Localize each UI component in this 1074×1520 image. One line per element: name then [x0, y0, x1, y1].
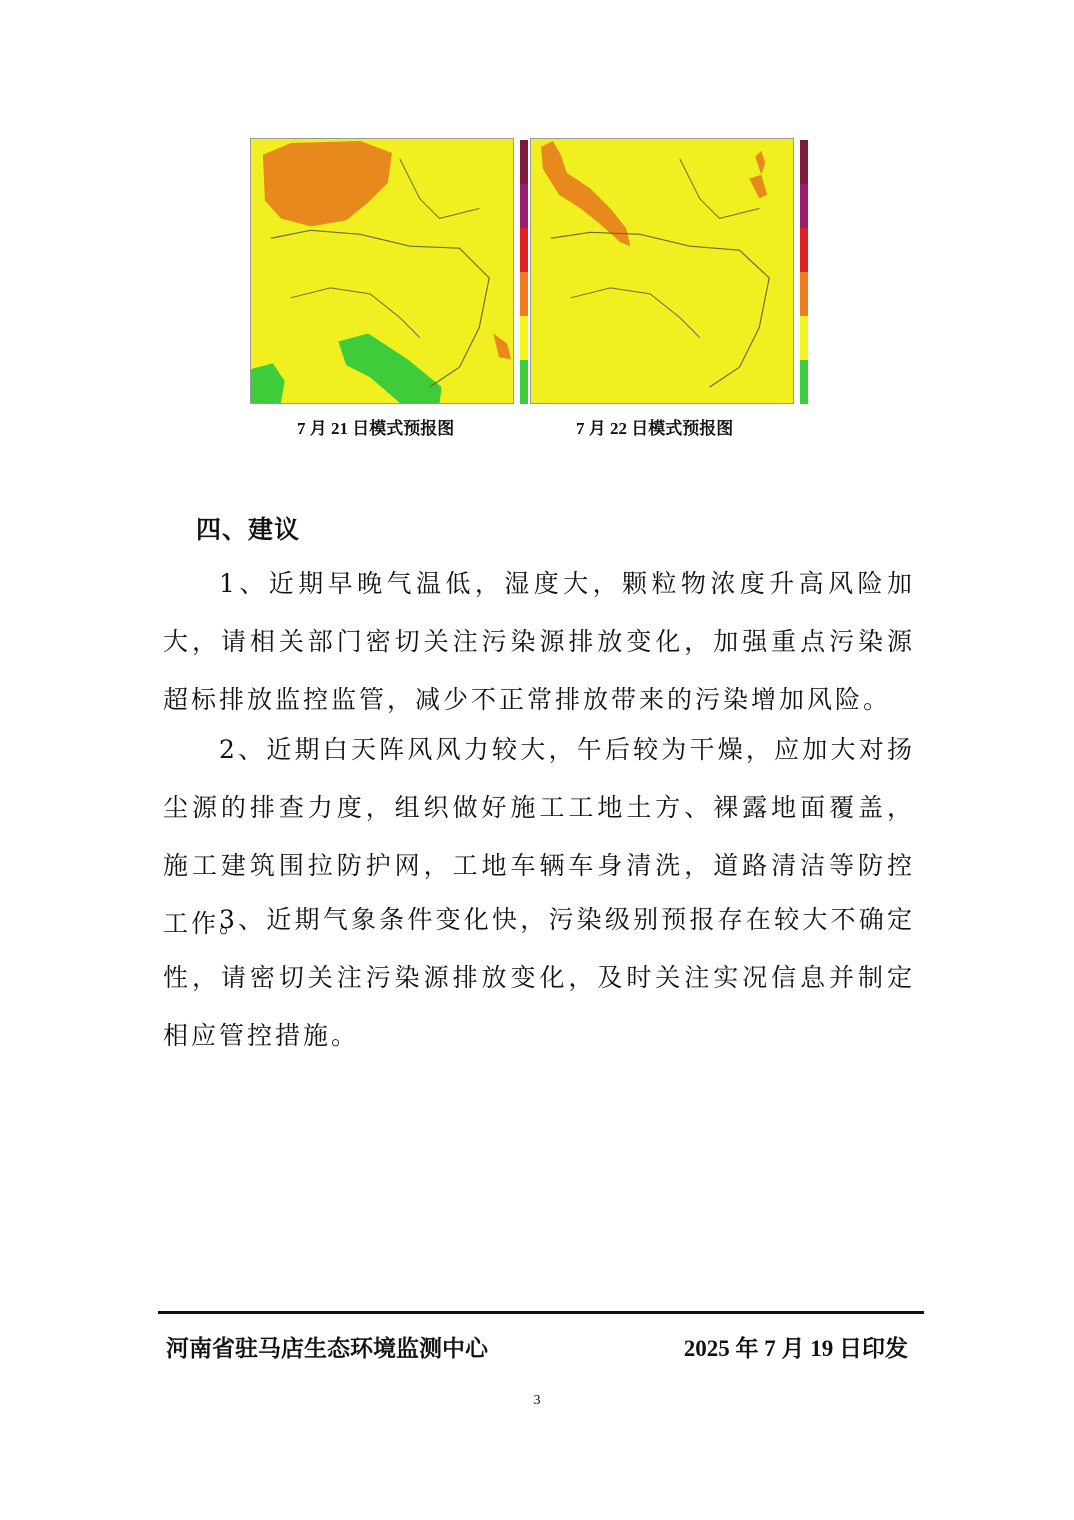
section-title: 四、建议 [196, 515, 301, 544]
legend-swatch [520, 184, 528, 228]
issuing-organization: 河南省驻马店生态环境监测中心 [166, 1335, 488, 1362]
recommendation-paragraph-2: 2、近期白天阵风风力较大，午后较为干燥，应加大对扬尘源的排查力度，组织做好施工工地土方、裸露地面覆盖，施工建筑围拉防护网，工地车辆车身清洗，道路清洁等防控工作。 [163, 735, 915, 938]
legend-swatch [800, 228, 808, 272]
figure-caption-jul21: 7 月 21 日模式预报图 [297, 419, 455, 438]
forecast-map-jul21 [250, 138, 514, 404]
legend-swatch [800, 360, 808, 404]
footer-divider [158, 1311, 924, 1314]
color-legend [800, 140, 808, 404]
color-legend [520, 140, 528, 404]
legend-swatch [800, 316, 808, 360]
legend-swatch [520, 228, 528, 272]
legend-swatch [520, 272, 528, 316]
issue-date: 2025 年 7 月 19 日印发 [683, 1336, 908, 1361]
legend-swatch [800, 272, 808, 316]
legend-swatch [800, 184, 808, 228]
forecast-map-jul22 [530, 138, 794, 404]
recommendation-paragraph-3: 3、近期气象条件变化快，污染级别预报存在较大不确定性，请密切关注污染源排放变化，及时关注实况信息并制定相应管控措施。 [163, 905, 915, 1050]
figure-caption-jul22: 7 月 22 日模式预报图 [576, 419, 734, 438]
page-number: 3 [533, 1393, 541, 1408]
legend-swatch [520, 360, 528, 404]
legend-swatch [520, 140, 528, 184]
legend-swatch [520, 316, 528, 360]
legend-swatch [800, 140, 808, 184]
recommendation-paragraph-1: 1、近期早晚气温低，湿度大，颗粒物浓度升高风险加大，请相关部门密切关注污染源排放变化，加强重点污染源超标排放监控监管，减少不正常排放带来的污染增加风险。 [163, 569, 915, 714]
